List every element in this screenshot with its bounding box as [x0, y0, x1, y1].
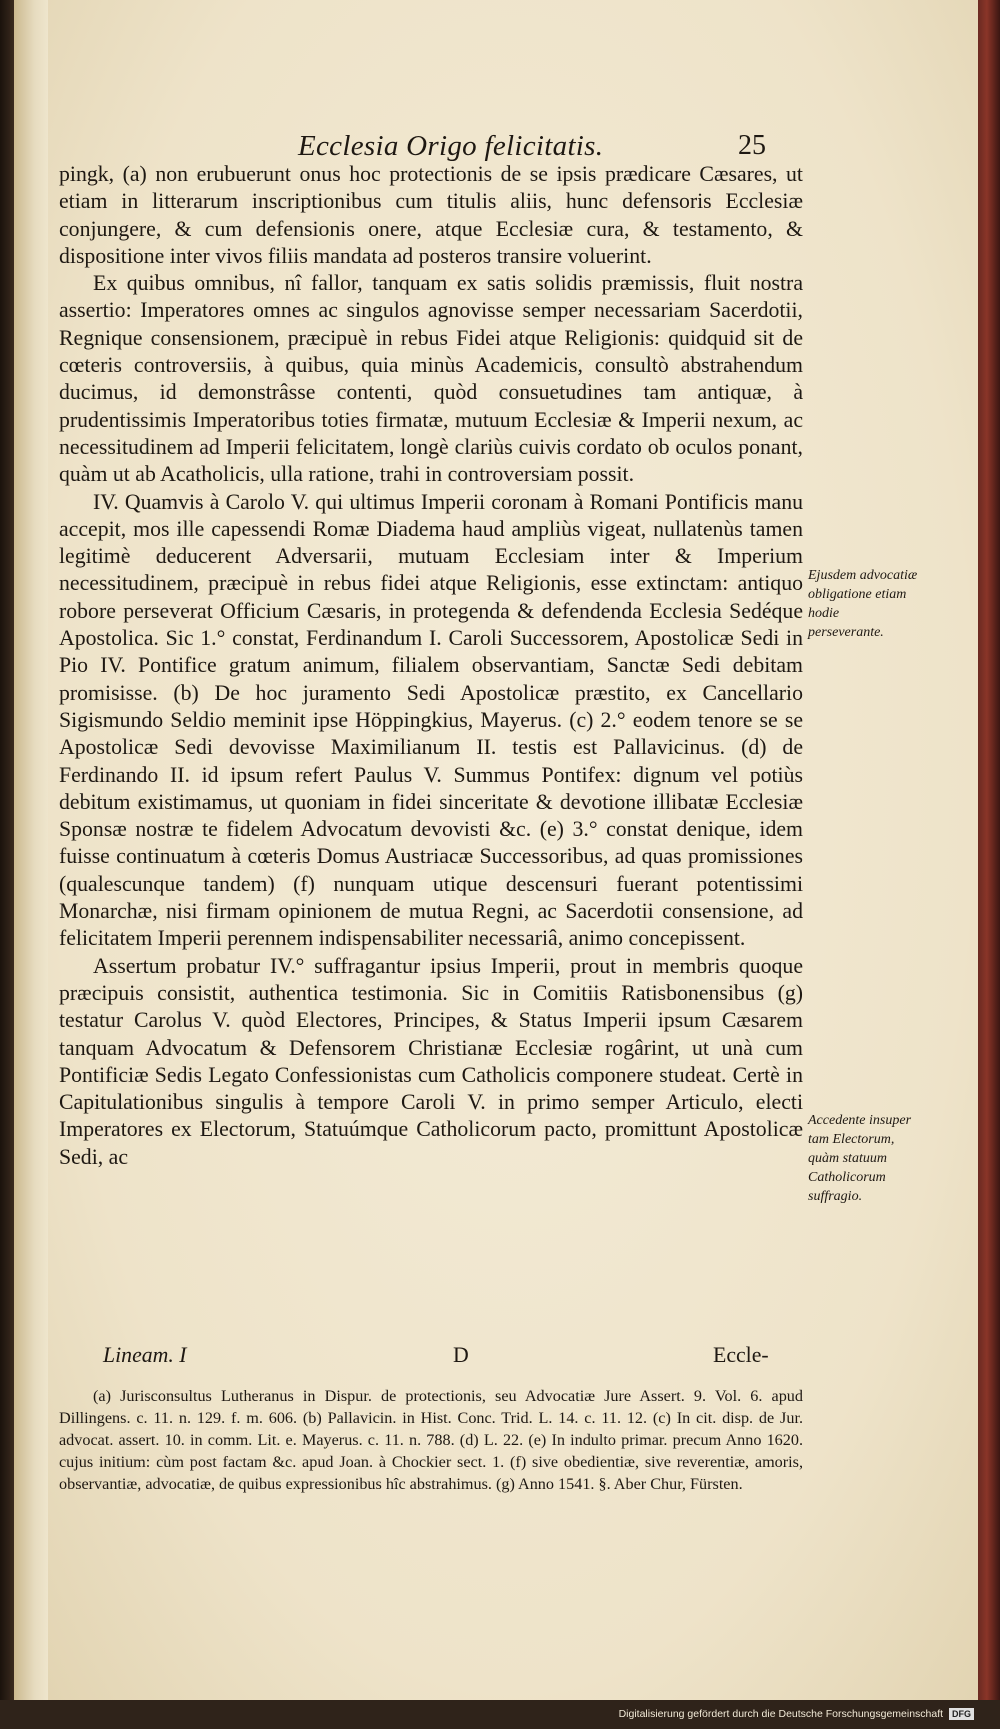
book-cover-edge [978, 0, 1000, 1729]
page-header [248, 130, 808, 160]
margin-note: Accedente insuper tam Electorum, quàm statuum Catholicorum suffragio. [808, 1113, 912, 1204]
credit-text: Digitalisierung gefördert durch die Deutsche Forschungsgemeinschaft [618, 1708, 944, 1720]
paragraph: Ex quibus omnibus, nî fallor, tanquam ex satis solidis præmissis, fluit nostra assertio: Imperatores omnes ac singulos agnovisse semper necessariam Sacerdotii, Regnique consensionem, præcipuè in rebus Fidei atque Religionis: quidquid sit de cœteris controversiis, à quibus, quia minùs Academicis, consultò abstrahendum ducimus, id demonstrâsse contenti, quòd consuetudines tam antiquæ, à prudentissimis Imperatoribus toties firmatæ, mutuum Ecclesiæ & Imperii nexum, ac necessitudinem ad Imperii felicitatem, longè clariùs cuivis cordato ob oculos ponant, quàm ut ab Acatholicis, ulla ratione, trahi in controversiam possit. [59, 271, 803, 487]
footnote-text: (a) Jurisconsultus Lutheranus in Dispur. de protectionis, seu Advocatiæ Jure Assert. 9. Vol. 6. apud Dillingens. c. 11. n. 129. f. m. 606. (b) Pallavicin. in Hist. Conc. Trid. L. 14. c. 11. 12. (c) In cit. disp. de Jur. advocat. assert. 10. in comm. Lit. e. Mayerus. c. 11. n. 788. (d) L. 22. (e) In indulto primar. precum Anno 1620. cujus initium: cùm post factam &c. apud Joan. à Chockier sect. 1. (f) sive obedientiæ, sive reverentiæ, amoris, observantiæ, advocatiæ, de quibus expressionibus hîc abstrahimus. (g) Anno 1541. §. Aber Chur, Fürsten. [59, 1387, 803, 1493]
book-page-edge [14, 0, 50, 1700]
scan-background-left [0, 0, 14, 1729]
book-page [48, 0, 978, 1700]
catchword: Eccle- [713, 1343, 769, 1367]
signature-line [103, 1343, 803, 1371]
paragraph: Assertum probatur IV.° suffragantur ipsius Imperii, prout in membris quoque præcipuis consistit, authentica testimonia. Sic in Comitiis Ratisbonensibus (g) testatur Carolus V. quòd Electores, Principes, & Status Imperii ipsum Cæsarem tanquam Advocatum & Defensorem Christianæ Ecclesiæ rogârint, ut unà cum Pontificiæ Sedis Legato Confessionistas cum Catholicis componere studeat. Certè in Capitulationibus singulis à tempore Caroli V. in primo semper Articulo, electi Imperatores ex Electorum, Statuúmque Catholicorum pacto, promittunt Apostolicæ Sedi, ac [59, 953, 803, 1169]
line-reference: Lineam. I [103, 1343, 187, 1367]
main-text [59, 161, 803, 1171]
paragraph: pingk, (a) non erubuerunt onus hoc protectionis de se ipsis prædicare Cæsares, ut etiam in litterarum inscriptionibus cum titulis aliis, hunc defensoris Ecclesiæ conjungere, & cum defensionis onere, atque Ecclesiæ cura, & testamento, & dispositione inter vivos filiis mandata ad posteros transire voluerint. [59, 162, 803, 268]
margin-note: Ejusdem advocatiæ obligatione etiam hodie perseverante. [808, 568, 918, 640]
footnotes [59, 1385, 803, 1495]
gathering-signature: D [453, 1343, 469, 1367]
footer-credit [619, 1708, 974, 1720]
paragraph: IV. Quamvis à Carolo V. qui ultimus Imperii coronam à Romani Pontificis manu accepit, mos ille capessendi Romæ Diadema haud ampliùs vigeat, nullatenùs tamen legitimè deducerent Adversarii, mutuam Ecclesiam inter & Imperium necessitudinem, præcipuè in rebus fidei atque Religionis, esse extinctam: antiquo robore perseverat Officium Cæsaris, in protegenda & defendenda Ecclesia Sedéque Apostolica. Sic 1.° constat, Ferdinandum I. Caroli Successorem, Apostolicæ Sedi in Pio IV. Pontifice gratum animum, filialem observantiam, Sanctæ Sedi debitam promisisse. (b) De hoc juramento Sedi Apostolicæ præstito, ex Cancellario Sigismundo Seldio meminit ipse Höppingkius, Mayerus. (c) 2.° eodem tenore se se Apostolicæ Sedi devovisse Maximilianum II. testis est Pallavicinus. (d) de Ferdinando II. id ipsum refert Paulus V. Summus Pontifex: dignum vel potiùs debitum existimamus, ut quoniam in fidei sinceritate & devotione illibatæ Ecclesiæ Sponsæ nostræ te fidelem Advocatum devovisti &c. (e) 3.° constat denique, idem fuisse continuatum à cœteris Domus Austriacæ Successoribus, ad quas promissiones (qualescunque tandem) (f) nunquam utique descensuri fuerant potentissimi Monarchæ, nisi firmam opinionem de mutua Regni, ac Sacerdotii consensione, ad felicitatem Imperii perennem indispensabiliter necessariâ, animo concepissent. [59, 489, 803, 951]
running-title: Ecclesia Origo felicitatis. [298, 130, 604, 162]
dfg-logo: DFG [949, 1708, 974, 1720]
page-number: 25 [738, 130, 766, 161]
